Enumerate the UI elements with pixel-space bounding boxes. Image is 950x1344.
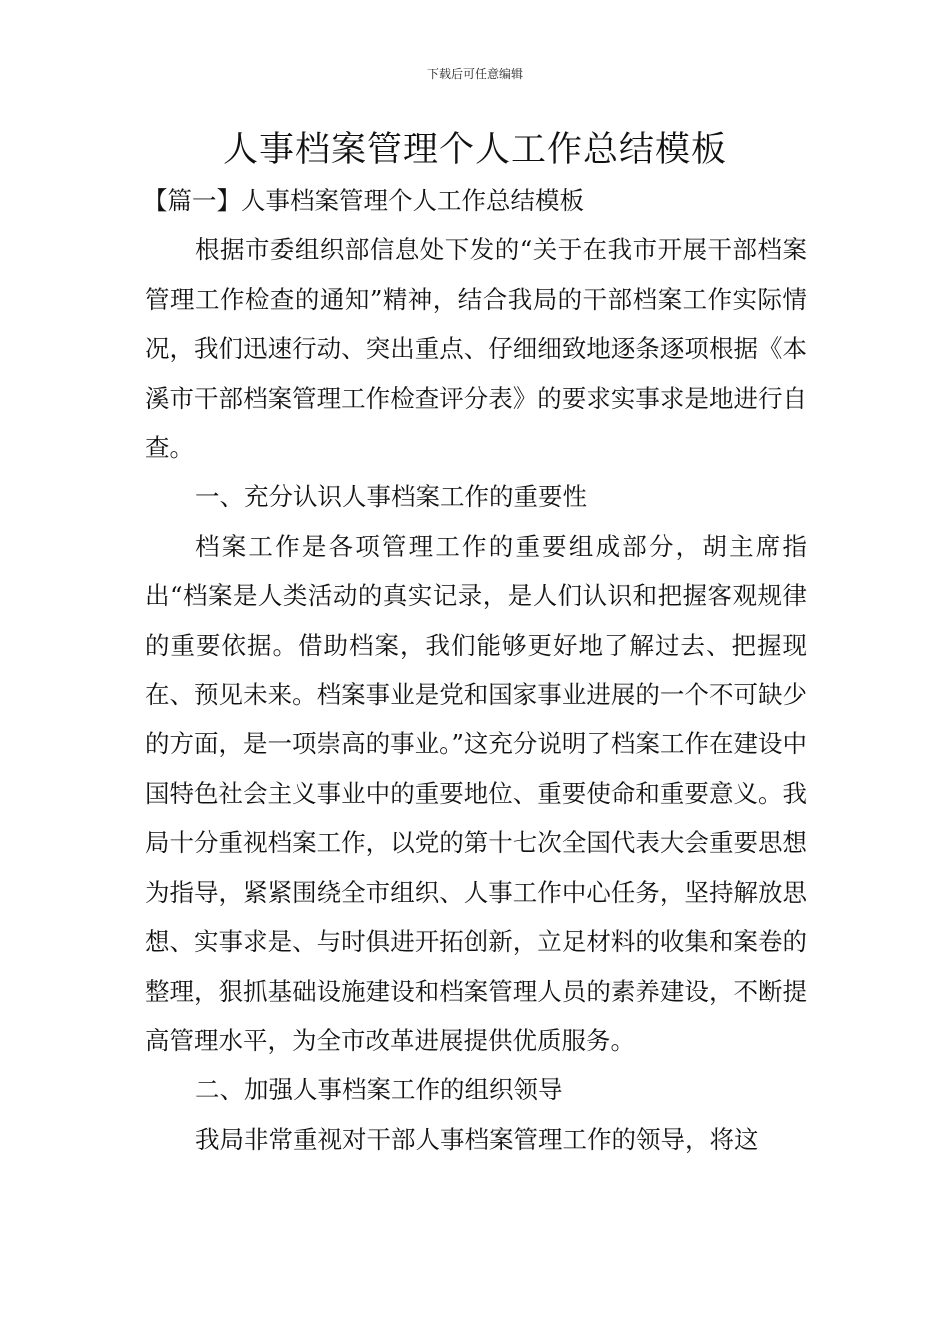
paragraph-importance: 档案工作是各项管理工作的重要组成部分，胡主席指出“档案是人类活动的真实记录，是人们认识和把握客观规律的重要依据。借助档案，我们能够更好地了解过去、把握现在、预见未来。档案事业是党和国家事业进展的一个不可缺少的方面，是一项崇高的事业。”这充分说明了档案工作在建设中国特色社会主义事业中的重要地位、重要使命和重要意义。我局十分重视档案工作，以党的第十七次全国代表大会重要思想为指导，紧紧围绕全市组织、人事工作中心任务，坚持解放思想、实事求是、与时俱进开拓创新，立足材料的收集和案卷的整理，狠抓基础设施建设和档案管理人员的素养建设，不断提高管理水平，为全市改革进展提供优质服务。 <box>145 531 807 1055</box>
header-note: 下载后可任意编辑 <box>426 67 523 81</box>
subheading-2: 二、加强人事档案工作的组织领导 <box>195 1075 563 1105</box>
paragraph-intro: 根据市委组织部信息处下发的“关于在我市开展干部档案管理工作检查的通知”精神，结合我局的干部档案工作实际情况，我们迅速行动、突出重点、仔细细致地逐条逐项根据《本溪市干部档案管理工作检查评分表》的要求实事求是地进行自查。 <box>145 235 807 463</box>
paragraph-leadership: 我局非常重视对干部人事档案管理工作的领导，将这 <box>195 1124 759 1154</box>
subheading-1: 一、充分认识人事档案工作的重要性 <box>195 482 587 512</box>
document-body <box>145 176 807 1164</box>
section-heading: 【篇一】人事档案管理个人工作总结模板 <box>143 186 584 215</box>
document-title: 人事档案管理个人工作总结模板 <box>222 130 727 170</box>
